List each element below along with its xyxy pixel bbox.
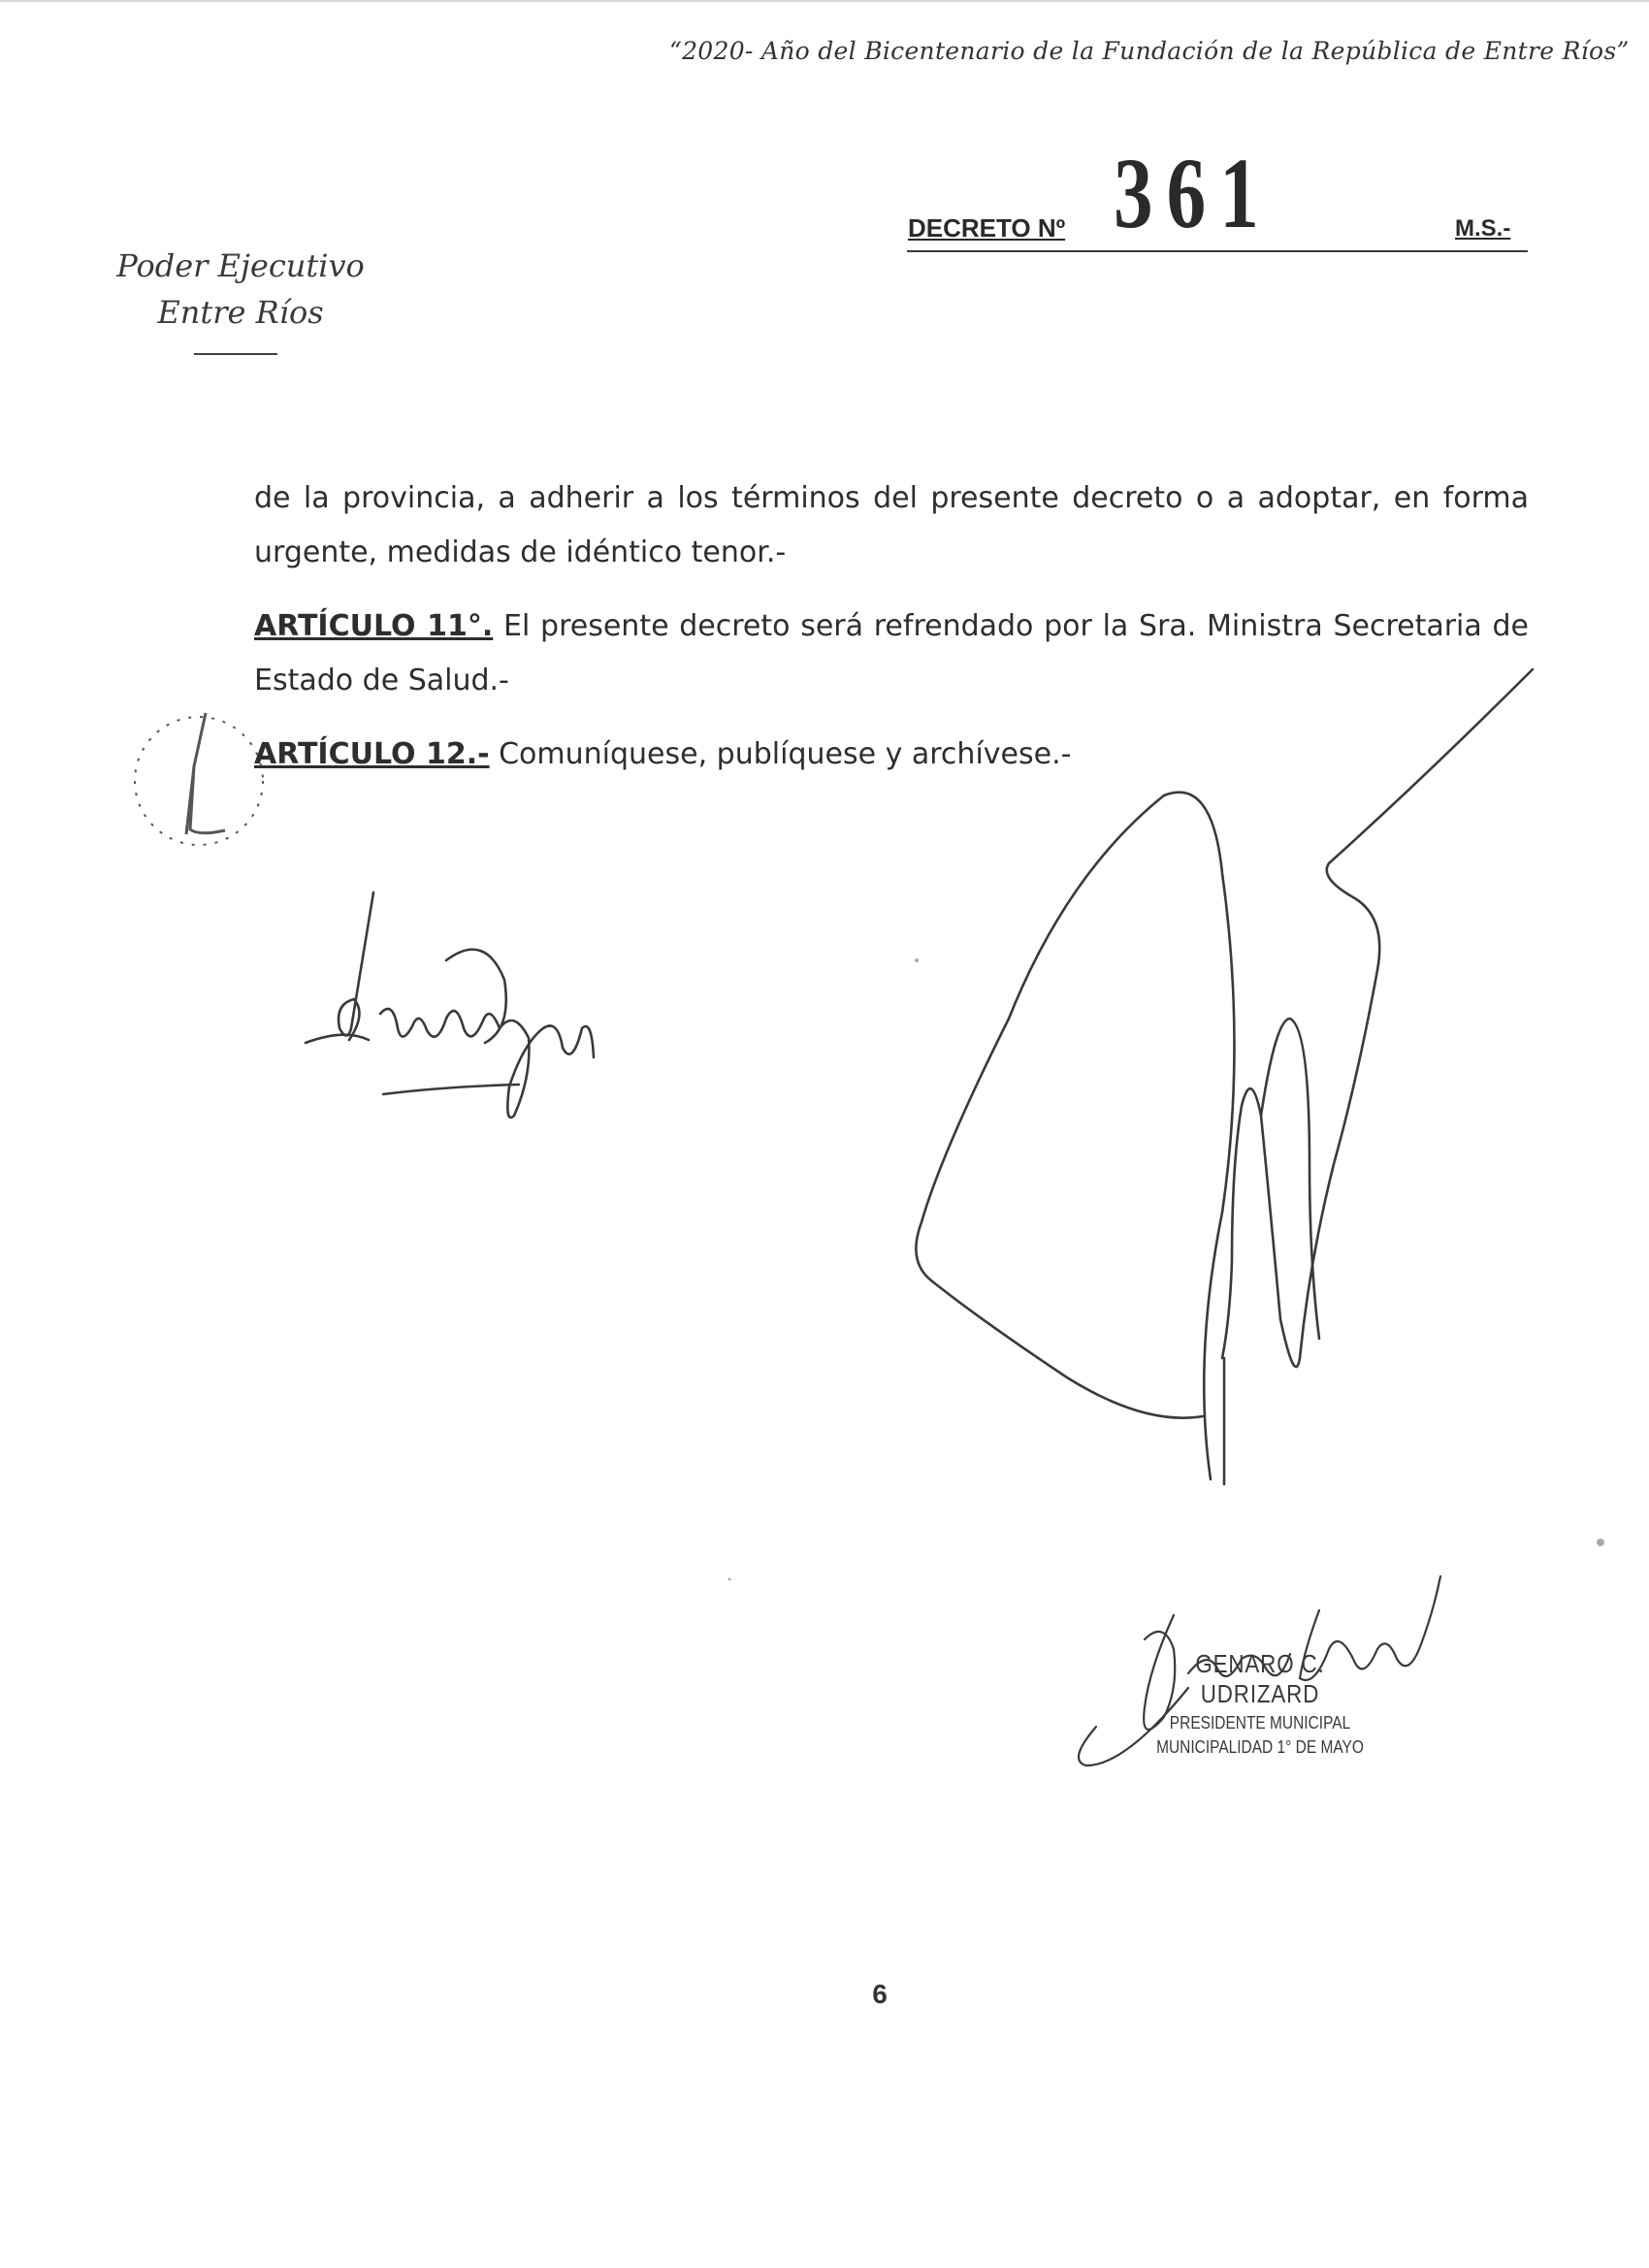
article-12-label: ARTÍCULO 12.- (254, 737, 490, 771)
issuer-rule (194, 353, 277, 355)
decreto-number: 361 (1114, 138, 1273, 249)
scan-specks (728, 958, 1605, 1581)
margin-initial-mark (135, 713, 263, 845)
left-minister-signature (306, 892, 594, 1118)
stamp-role: PRESIDENTE MUNICIPAL (1169, 1713, 1351, 1733)
right-governor-signature (916, 669, 1533, 1484)
header-motto: “2020- Año del Bicentenario de la Fundación de la República de Entre Ríos” (669, 37, 1630, 65)
article-11-label: ARTÍCULO 11°. (254, 609, 494, 643)
document-body (254, 471, 1529, 782)
decreto-label: DECRETO Nº (908, 213, 1066, 243)
page-number: 6 (872, 1979, 888, 2009)
decreto-underline (907, 250, 1528, 252)
article-12 (254, 728, 1529, 782)
decreto-suffix: M.S.- (1455, 215, 1511, 242)
official-stamp (1135, 1649, 1385, 1758)
issuer-line-2: Entre Ríos (157, 294, 324, 331)
stamp-organization: MUNICIPALIDAD 1° DE MAYO (1156, 1737, 1364, 1757)
stamp-name: GENARO C. UDRIZARD (1195, 1649, 1325, 1708)
issuer-block (114, 243, 367, 336)
article-11 (254, 599, 1529, 708)
article-12-text: Comuníquese, publíquese y archívese.- (489, 737, 1072, 771)
article-11-text: El presente decreto será refrendado por la Sra. Ministra Secretaria de Estado de Salud.- (254, 609, 1529, 697)
issuer-line-1: Poder Ejecutivo (116, 247, 365, 284)
paragraph-continuation: de la provincia, a adherir a los términos del presente decreto o a adoptar, en forma urgente, medidas de idéntico tenor.- (254, 481, 1529, 569)
